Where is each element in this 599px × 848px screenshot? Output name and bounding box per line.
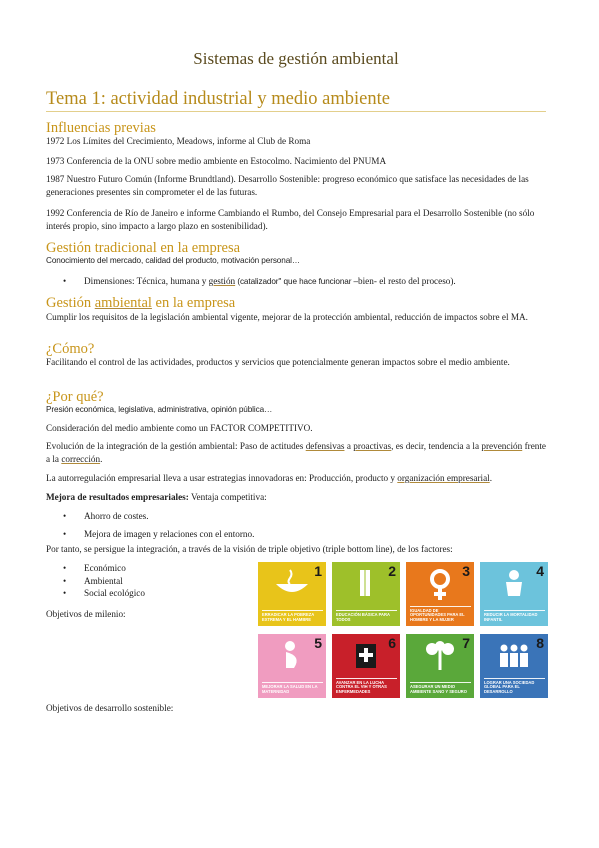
goal-tile-7: 7 ASEGURAR UN MEDIO AMBIENTE SANO Y SEGURO: [406, 634, 474, 698]
influencias-p1: 1972 Los Límites del Crecimiento, Meadows, informe al Club de Roma: [46, 136, 311, 146]
child-icon: [494, 568, 534, 598]
plant-icon: [420, 640, 460, 672]
influencias-p4: 1992 Conferencia de Río de Janeiro e informe Cambiando el Rumbo, del Consejo Empresarial para el Desarrollo Sostenible (no sólo interés propio, sino impacto a largo plazo en sostenibilidad).: [46, 208, 535, 231]
influencias-p2: 1973 Conferencia de la ONU sobre medio ambiente en Estocolmo. Nacimiento del PNUMA: [46, 156, 387, 166]
goal-tile-8: 8 LOGRAR UNA SOCIEDAD GLOBAL PARA EL DESARROLLO: [480, 634, 548, 698]
list-item: • Dimensiones: Técnica, humana y gestión (catalizador'' que hace funcionar –bien- el resto del proceso).: [46, 275, 546, 289]
goal-tile-4: 4 REDUCIR LA MORTALIDAD INFANTIL: [480, 562, 548, 626]
pregnant-woman-icon: [272, 640, 312, 670]
porque-p1: Consideración del medio ambiente como un FACTOR COMPETITIVO.: [46, 423, 313, 433]
ambiental-heading: Gestión ambiental en la empresa: [46, 295, 236, 311]
female-symbol-icon: [420, 568, 460, 602]
sostenible-label: Objetivos de desarrollo sostenible:: [46, 703, 174, 713]
tradicional-line: Conocimiento del mercado, calidad del producto, motivación personal…: [46, 256, 300, 265]
porque-p4: Mejora de resultados empresariales: Ventaja competitiva:: [46, 492, 267, 502]
pencil-icon: [346, 568, 386, 598]
porque-line: Presión económica, legislativa, administrativa, opinión pública…: [46, 405, 273, 414]
list-item: • Mejora de imagen y relaciones con el entorno.: [46, 528, 546, 541]
people-group-icon: [494, 640, 534, 670]
ambiental-paragraph: Cumplir los requisitos de la legislación ambiental vigente, mejorar de la protección ambiental, reducción de impactos sobre el MA.: [46, 312, 528, 322]
ventaja-bullets: [46, 510, 546, 540]
goal-tile-6: 6 AVANZAR EN LA LUCHA CONTRA EL VIH Y OTRAS ENFERMEDADES: [332, 634, 400, 698]
porque-p2: Evolución de la integración de la gestión ambiental: Paso de actitudes defensivas a proactivas, es decir, tendencia a la prevención frente a la corrección.: [46, 441, 547, 464]
goal-tile-2: 2 EDUCACIÓN BÁSICA PARA TODOS: [332, 562, 400, 626]
como-paragraph: Facilitando el control de las actividades, productos y servicios que potencialmente generan impactos sobre el medio ambiente.: [46, 357, 510, 367]
tradicional-heading: Gestión tradicional en la empresa: [46, 240, 241, 256]
influencias-heading: Influencias previas: [46, 120, 156, 136]
goal-tile-5: 5 MEJORAR LA SALUD EN LA MATERNIDAD: [258, 634, 326, 698]
bowl-icon: [272, 568, 312, 598]
list-item: • Ahorro de costes.: [46, 510, 546, 523]
millennium-goals-grid: [258, 562, 548, 698]
list-item: • Económico: [46, 562, 246, 575]
tradicional-bullets: [46, 275, 546, 289]
medicine-box-icon: [346, 640, 386, 670]
influencias-p3: 1987 Nuestro Futuro Común (Informe Brundtland). Desarrollo Sostenible: progreso económico que satisface las necesidades de las generaciones presentes sin comprometer el de las futuras.: [46, 174, 529, 197]
como-heading: ¿Cómo?: [46, 341, 95, 357]
document-title: Sistemas de gestión ambiental: [193, 49, 399, 68]
list-item: • Ambiental: [46, 575, 246, 588]
porque-heading: ¿Por qué?: [46, 389, 104, 405]
tema-heading: Tema 1: actividad industrial y medio ambiente: [46, 88, 546, 112]
porque-p3: La autorregulación empresarial lleva a usar estrategias innovadoras en: Producción, producto y organización empresarial.: [46, 473, 493, 483]
goal-tile-1: 1 ERRADICAR LA POBREZA EXTREMA Y EL HAMBRE: [258, 562, 326, 626]
factors-bullets: [46, 562, 246, 600]
milenio-label: Objetivos de milenio:: [46, 609, 126, 619]
porque-p5: Por tanto, se persigue la integración, a través de la visión de triple objetivo (triple bottom line), de los factores:: [46, 544, 453, 554]
list-item: • Social ecológico: [46, 587, 246, 600]
goal-tile-3: 3 IGUALDAD DE OPORTUNIDADES PARA EL HOMBRE Y LA MUJER: [406, 562, 474, 626]
